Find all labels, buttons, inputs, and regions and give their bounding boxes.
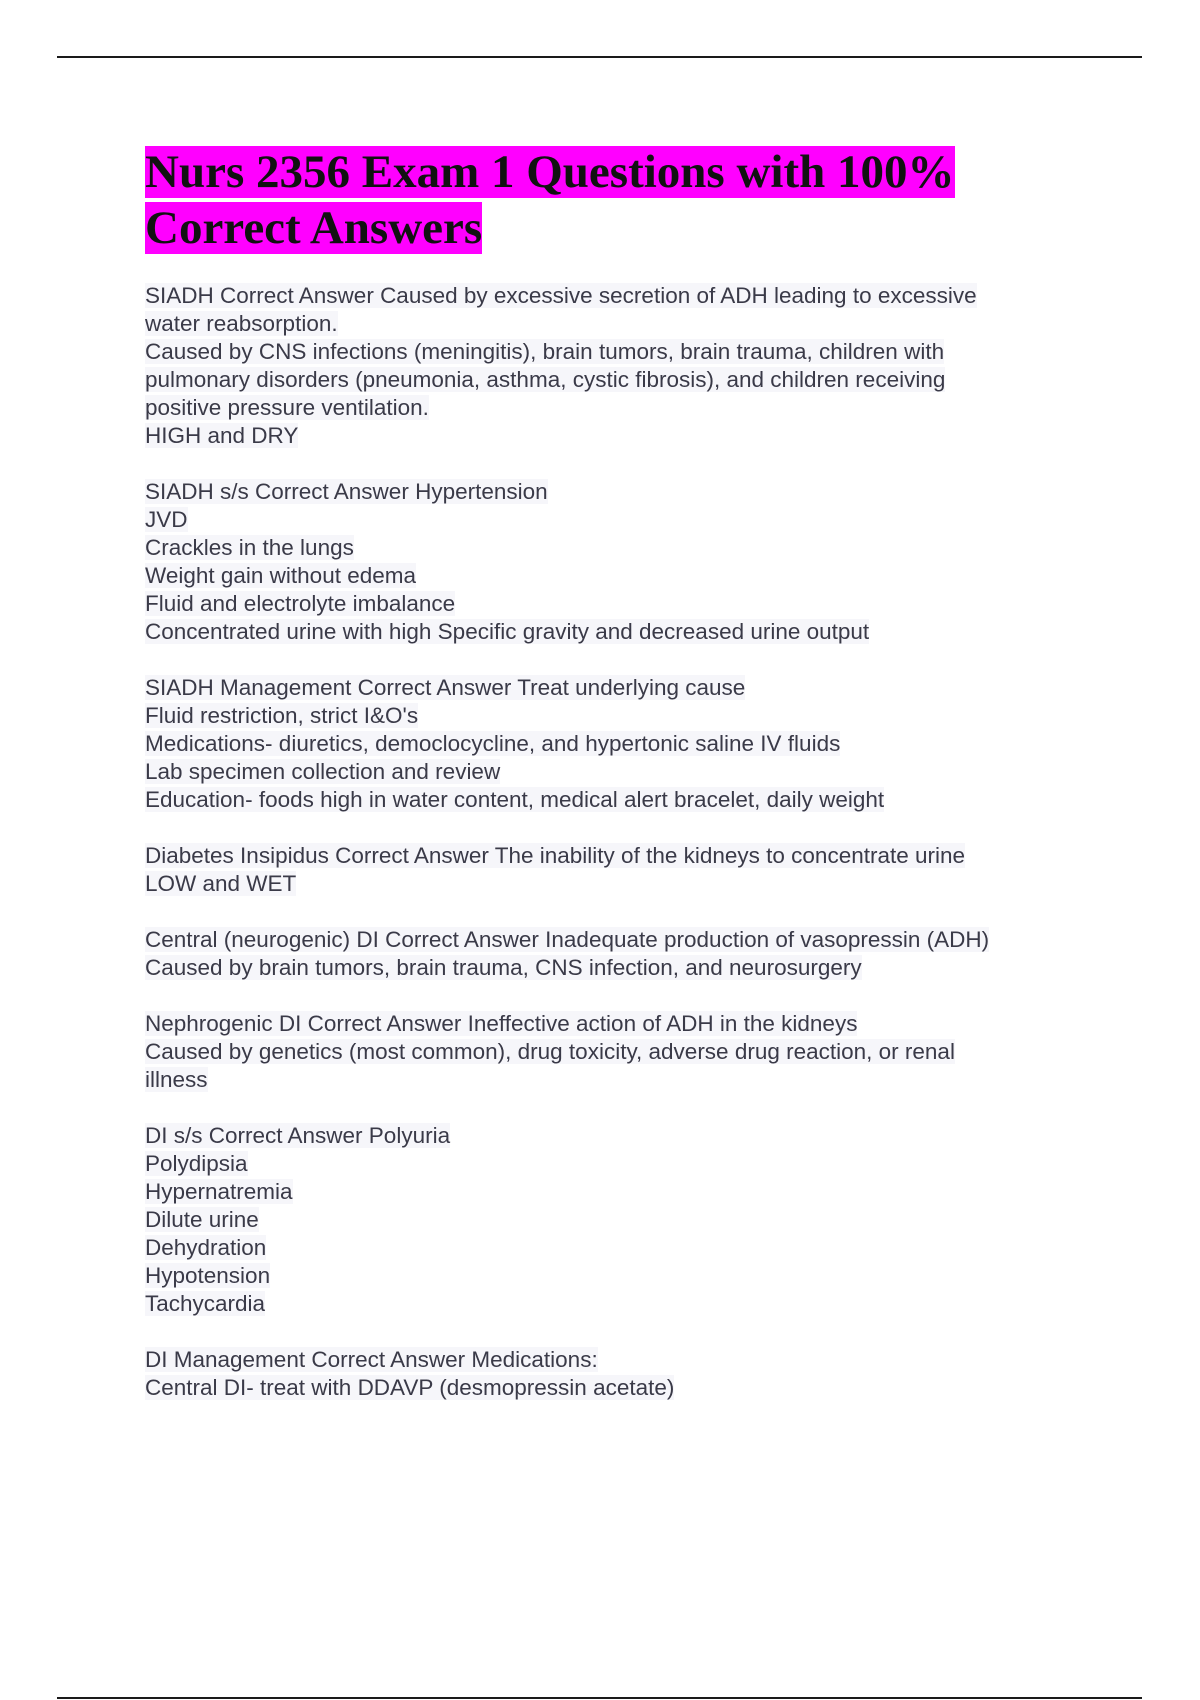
entry-line bbox=[145, 842, 1080, 870]
qa-entry bbox=[145, 1010, 1080, 1094]
entry-line-text: HIGH and DRY bbox=[145, 423, 299, 448]
entry-line bbox=[145, 758, 1080, 786]
entry-line bbox=[145, 730, 1080, 758]
entry-line-text: Hypotension bbox=[145, 1263, 271, 1288]
entry-line-text: pulmonary disorders (pneumonia, asthma, cystic fibrosis), and children receiving bbox=[145, 367, 946, 392]
entry-line-text: Polydipsia bbox=[145, 1151, 248, 1176]
entry-line bbox=[145, 926, 1080, 954]
qa-entry bbox=[145, 842, 1080, 898]
entry-line-text: LOW and WET bbox=[145, 871, 297, 896]
entry-line-text: Lab specimen collection and review bbox=[145, 759, 501, 784]
entry-line-text: positive pressure ventilation. bbox=[145, 395, 429, 420]
entry-line bbox=[145, 786, 1080, 814]
entry-line bbox=[145, 562, 1080, 590]
entry-line-text: JVD bbox=[145, 507, 188, 532]
title-line-2: Correct Answers bbox=[145, 202, 483, 254]
entry-line-text: Weight gain without edema bbox=[145, 563, 416, 588]
entry-line-text: SIADH Management Correct Answer Treat underlying cause bbox=[145, 675, 746, 700]
entry-line bbox=[145, 338, 1080, 366]
qa-entry bbox=[145, 1122, 1080, 1318]
entry-line bbox=[145, 534, 1080, 562]
entry-line bbox=[145, 954, 1080, 982]
entry-line-text: Nephrogenic DI Correct Answer Ineffective action of ADH in the kidneys bbox=[145, 1011, 858, 1036]
entry-line bbox=[145, 478, 1080, 506]
entry-line-text: water reabsorption. bbox=[145, 311, 338, 336]
entry-line bbox=[145, 506, 1080, 534]
entry-line-text: SIADH s/s Correct Answer Hypertension bbox=[145, 479, 548, 504]
entry-line-text: Fluid and electrolyte imbalance bbox=[145, 591, 456, 616]
entry-line-text: Central (neurogenic) DI Correct Answer Inadequate production of vasopressin (ADH) bbox=[145, 927, 990, 952]
entry-line bbox=[145, 394, 1080, 422]
entry-line bbox=[145, 1178, 1080, 1206]
entry-line bbox=[145, 1346, 1080, 1374]
entry-line-text: Education- foods high in water content, medical alert bracelet, daily weight bbox=[145, 787, 885, 812]
qa-entry bbox=[145, 478, 1080, 646]
entry-line-text: Dehydration bbox=[145, 1235, 267, 1260]
entry-line bbox=[145, 1010, 1080, 1038]
entry-line bbox=[145, 1066, 1080, 1094]
entry-line bbox=[145, 310, 1080, 338]
entry-line-text: Dilute urine bbox=[145, 1207, 259, 1232]
entry-line-text: Concentrated urine with high Specific gravity and decreased urine output bbox=[145, 619, 870, 644]
entry-line-text: Central DI- treat with DDAVP (desmopressin acetate) bbox=[145, 1375, 675, 1400]
qa-entry bbox=[145, 674, 1080, 814]
entry-line-text: illness bbox=[145, 1067, 208, 1092]
entry-line-text: DI s/s Correct Answer Polyuria bbox=[145, 1123, 451, 1148]
entry-line bbox=[145, 870, 1080, 898]
entry-line-text: DI Management Correct Answer Medications: bbox=[145, 1347, 598, 1372]
entry-line-text: Caused by CNS infections (meningitis), brain tumors, brain trauma, children with bbox=[145, 339, 945, 364]
entry-line bbox=[145, 1234, 1080, 1262]
entry-line-text: Caused by brain tumors, brain trauma, CNS infection, and neurosurgery bbox=[145, 955, 862, 980]
entry-line bbox=[145, 282, 1080, 310]
document-body bbox=[145, 144, 1080, 1430]
qa-entry bbox=[145, 1346, 1080, 1402]
entry-line-text: Caused by genetics (most common), drug toxicity, adverse drug reaction, or renal bbox=[145, 1039, 955, 1064]
entry-line bbox=[145, 1290, 1080, 1318]
entry-line-text: Tachycardia bbox=[145, 1291, 266, 1316]
entry-line-text: Crackles in the lungs bbox=[145, 535, 354, 560]
title-line-1: Nurs 2356 Exam 1 Questions with 100% bbox=[145, 146, 955, 198]
qa-entry bbox=[145, 926, 1080, 982]
entry-line-text: SIADH Correct Answer Caused by excessive secretion of ADH leading to excessive bbox=[145, 283, 977, 308]
entry-line bbox=[145, 590, 1080, 618]
entry-line-text: Medications- diuretics, democlocycline, and hypertonic saline IV fluids bbox=[145, 731, 841, 756]
footer-rule bbox=[57, 1697, 1142, 1699]
entry-line bbox=[145, 1122, 1080, 1150]
entry-line bbox=[145, 1150, 1080, 1178]
header-rule bbox=[57, 56, 1142, 58]
entry-line bbox=[145, 674, 1080, 702]
entry-line bbox=[145, 1374, 1080, 1402]
document-title bbox=[145, 144, 1080, 256]
entry-line bbox=[145, 422, 1080, 450]
entry-line-text: Diabetes Insipidus Correct Answer The inability of the kidneys to concentrate urine bbox=[145, 843, 966, 868]
entry-line-text: Fluid restriction, strict I&O's bbox=[145, 703, 419, 728]
entry-line bbox=[145, 702, 1080, 730]
entry-line bbox=[145, 1262, 1080, 1290]
qa-entry bbox=[145, 282, 1080, 450]
entry-line bbox=[145, 366, 1080, 394]
entry-line-text: Hypernatremia bbox=[145, 1179, 293, 1204]
entry-line bbox=[145, 1038, 1080, 1066]
entry-line bbox=[145, 1206, 1080, 1234]
entry-line bbox=[145, 618, 1080, 646]
qa-entries bbox=[145, 282, 1080, 1402]
